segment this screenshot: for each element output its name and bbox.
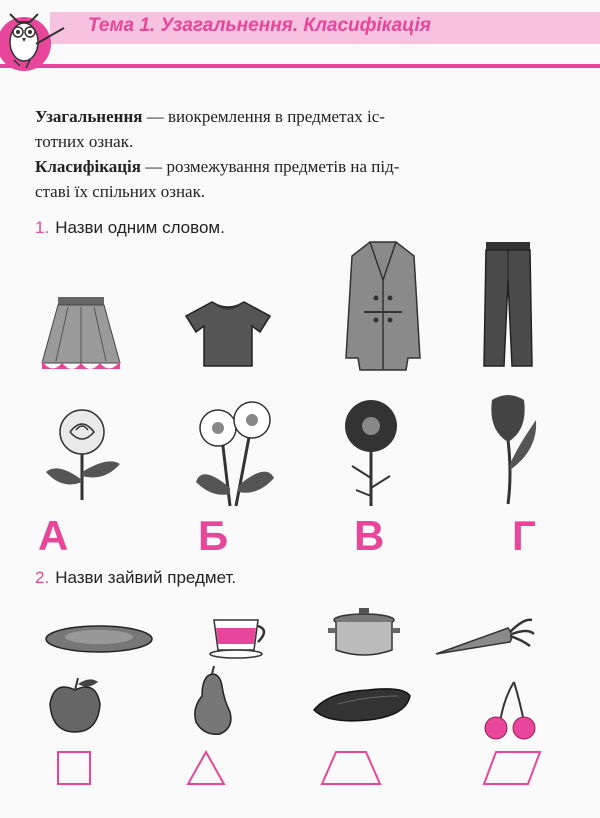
page-header [0, 0, 600, 66]
option-letter-b: Б [198, 512, 229, 559]
triangle-icon [186, 750, 226, 786]
pear-icon [190, 664, 234, 736]
trousers-icon [482, 240, 534, 370]
definition-text: — виокремлення в предметах іс- [142, 107, 385, 126]
cherries-icon [478, 678, 544, 744]
skirt-icon [38, 295, 124, 381]
task-number: 1. [35, 218, 50, 237]
term: Узагальнення [35, 107, 143, 126]
task-2-heading [35, 568, 236, 588]
task-number: 2. [35, 568, 50, 587]
tulip-icon [478, 390, 544, 506]
option-letter-v: В [354, 512, 385, 559]
daisies-icon [192, 398, 278, 508]
square-icon [56, 750, 94, 786]
task-text: Назви зайвий предмет. [55, 568, 237, 587]
coat-icon [344, 240, 422, 372]
pot-icon [328, 604, 400, 658]
task-text: Назви одним словом. [55, 218, 225, 237]
owl-teacher-icon [0, 0, 80, 84]
aster-icon [338, 398, 404, 508]
apple-icon [46, 676, 104, 736]
carrot-icon [434, 614, 536, 662]
cup-icon [208, 616, 272, 660]
definition-classification [35, 154, 575, 204]
option-letter-a: А [38, 512, 69, 559]
definition-text: — розмежування предметів на під- [140, 157, 400, 176]
tshirt-icon [184, 300, 272, 368]
definition-generalization [35, 104, 575, 154]
plate-icon [44, 624, 154, 654]
page-title: Тема 1. Узагальнення. Класифікація [88, 15, 431, 36]
header-underline [0, 64, 600, 68]
cucumber-icon [308, 682, 414, 728]
trapezoid-icon [320, 750, 382, 786]
task-1-heading [35, 218, 225, 238]
definition-text: ставі їх спільних ознак. [35, 182, 206, 201]
definition-text: тотних ознак. [35, 132, 134, 151]
parallelogram-icon [482, 750, 542, 786]
option-letter-g: Г [512, 512, 536, 559]
rose-icon [40, 402, 124, 502]
term: Класифікація [35, 157, 141, 176]
